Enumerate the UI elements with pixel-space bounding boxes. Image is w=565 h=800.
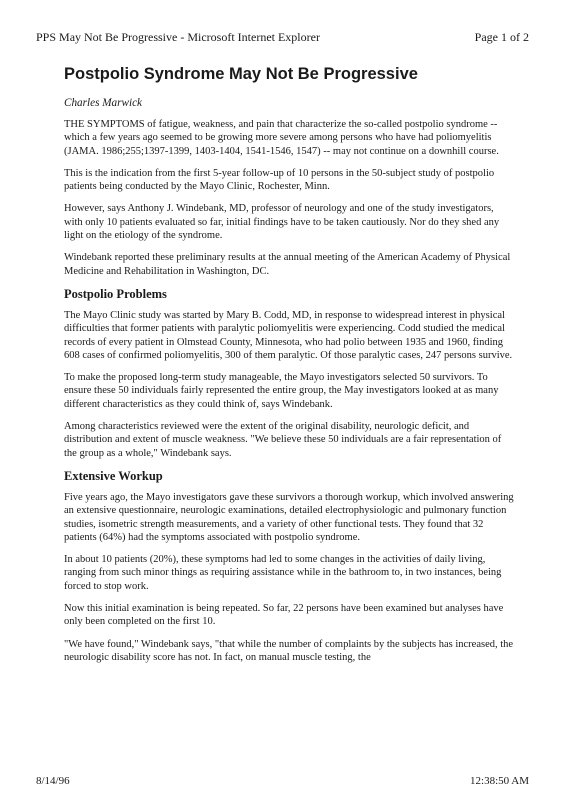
paragraph: In about 10 patients (20%), these symptoms had led to some changes in the activities of daily living, ranging from such minor things as requiring assistance while in the bathroom to, in two instances, being forced to stop work. [64, 554, 502, 592]
print-date: 8/14/96 [36, 775, 70, 787]
window-title: PPS May Not Be Progressive - Microsoft Internet Explorer [36, 30, 320, 44]
article-title: Postpolio Syndrome May Not Be Progressive [64, 65, 418, 83]
page-number: Page 1 of 2 [474, 30, 529, 44]
paragraph: THE SYMPTOMS of fatigue, weakness, and pain that characterize the so-called postpolio syndrome -- which a few years ago seemed to be growing more severe among persons who have had poliomyelitis (JAMA. 1986;255;1397-1399, 1403-1404, 1541-1546, 1547) -- may not continue on a downhill course. [64, 119, 499, 157]
paragraph: Windebank reported these preliminary results at the annual meeting of the American Academy of Physical Medicine and Rehabilitation in Washington, DC. [64, 252, 511, 277]
paragraph: However, says Anthony J. Windebank, MD, professor of neurology and one of the study investigators, with only 10 patients evaluated so far, initial findings have to be taken cautiously. Nor do they shed any light on the etiology of the syndrome. [64, 203, 500, 242]
section-heading-postpolio-problems: Postpolio Problems [64, 286, 167, 301]
paragraph: "We have found," Windebank says, "that while the number of complaints by the subjects has increased, the neurologic disability score has not. In fact, on manual muscle testing, the [64, 638, 514, 663]
article-author: Charles Marwick [64, 97, 142, 109]
print-time: 12:38:50 AM [470, 775, 529, 787]
paragraph: Five years ago, the Mayo investigators gave these survivors a thorough workup, which involved answering an extensive questionnaire, neurologic examinations, detailed electrophysiologic and pulmonary function studies, isometric strength measurements, and a variety of other functional tests. They found that 32 patients (64%) had the symptoms associated with postpolio syndrome. [64, 491, 514, 543]
section-heading-extensive-workup: Extensive Workup [64, 468, 163, 483]
paragraph: This is the indication from the first 5-year follow-up of 10 persons in the 50-subject study of postpolio patients being conducted by the Mayo Clinic, Rochester, Minn. [64, 167, 495, 193]
article [64, 64, 514, 673]
paragraph: Among characteristics reviewed were the extent of the original disability, neurologic deficit, and distribution and extent of muscle weakness. "We believe these 50 individuals are a fair representation of the group as a whole," Windebank says. [64, 421, 502, 459]
paragraph: To make the proposed long-term study manageable, the Mayo investigators selected 50 survivors. To ensure these 50 individuals fairly represented the entire group, the May investigators looked at as many different characteristics as they could think of, says Windebank. [64, 372, 499, 410]
paragraph: Now this initial examination is being repeated. So far, 22 persons have been examined but analyses have only been completed on the first 10. [64, 603, 504, 628]
paragraph: The Mayo Clinic study was started by Mary B. Codd, MD, in response to widespread interest in physical difficulties that former patients with paralytic poliomyelitis were experiencing. Codd studied the medical records of every patient in Olmstead County, Minnesota, who had polio between 1935 and 1960, finding 608 cases of confirmed poliomyelitis, 300 of them paralytic. Of those paralytic cases, 247 persons survive. [64, 309, 513, 361]
